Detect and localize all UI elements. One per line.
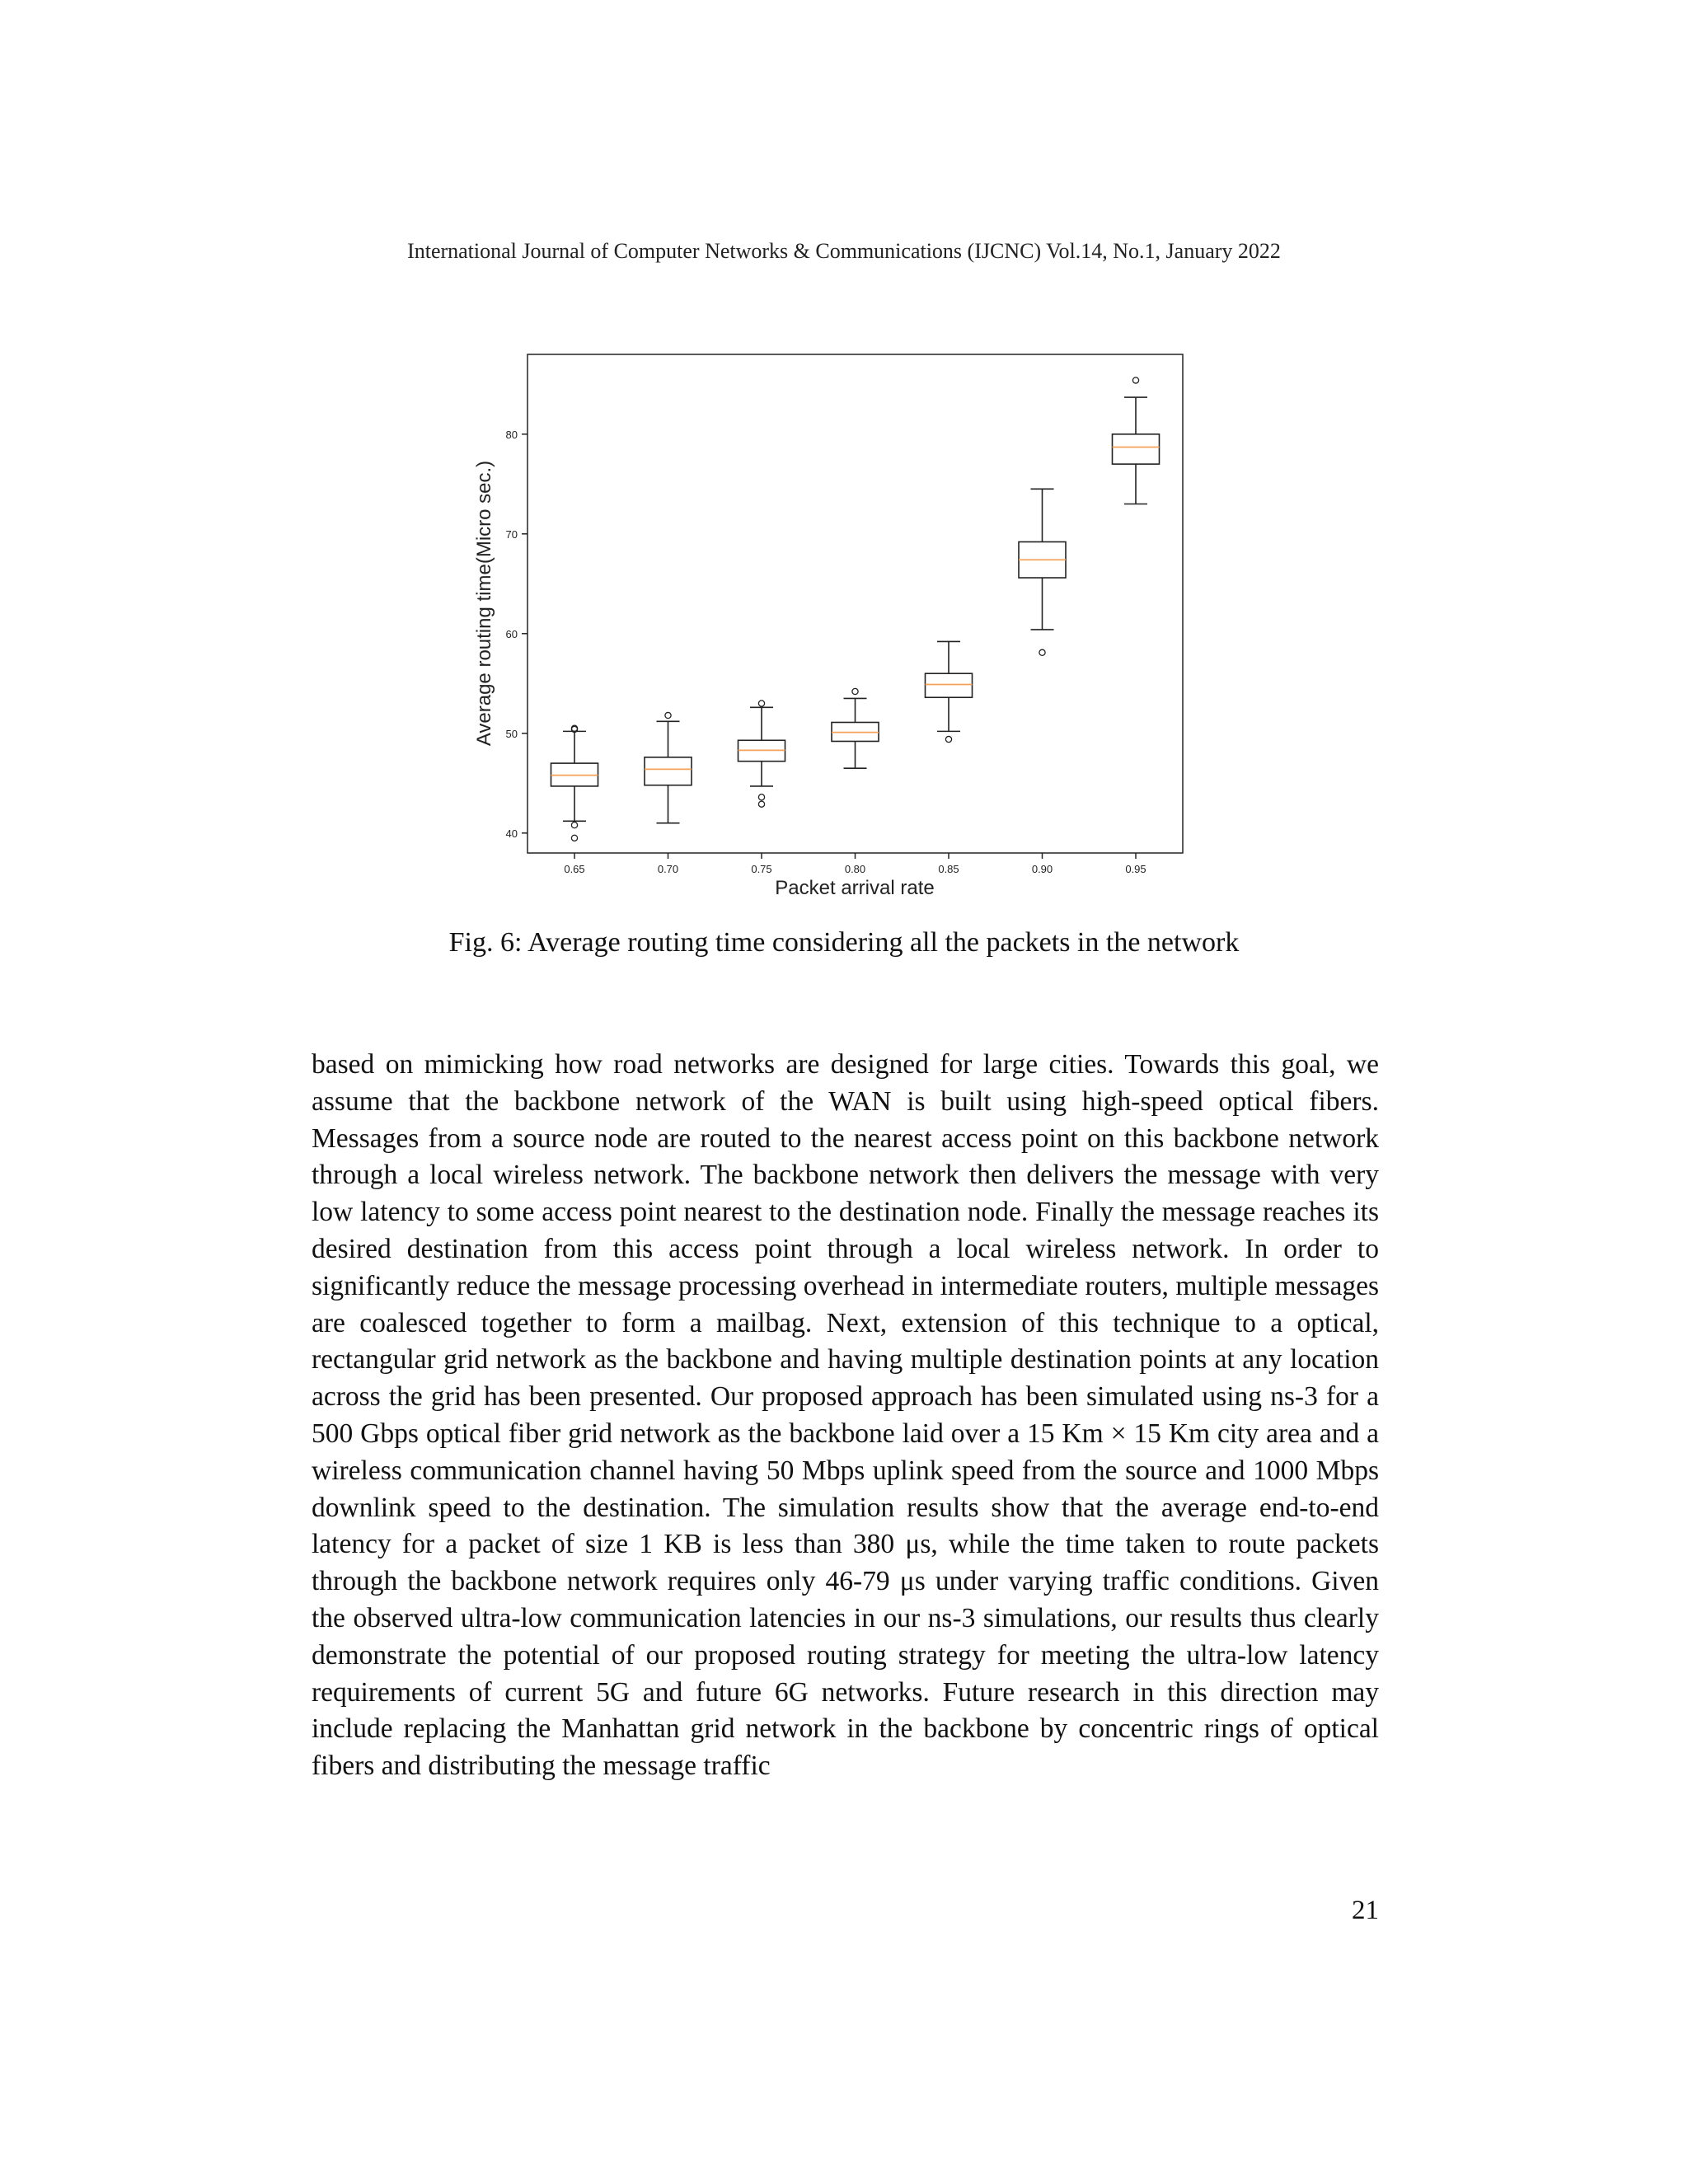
box-0.95 [1113,377,1160,504]
y-axis-ticks [506,429,528,840]
outlier-point [665,712,671,718]
box-0.75 [738,701,785,807]
boxplot-chart [462,346,1203,907]
box-0.65 [551,725,598,841]
x-tick-label: 0.75 [751,863,772,875]
outlier-point [571,823,577,828]
outlier-point [945,736,951,742]
outlier-point [1132,377,1138,383]
box-0.80 [832,688,879,768]
x-tick-label: 0.95 [1125,863,1146,875]
x-tick-label: 0.90 [1031,863,1053,875]
outlier-point [1039,649,1045,655]
y-axis-label: Average routing time(Micro sec.) [473,460,495,747]
outlier-point [758,794,764,800]
outlier-point [852,688,858,694]
outlier-point [758,801,764,807]
x-axis-ticks [564,853,1146,875]
iqr-box [645,757,692,785]
figure [462,346,1203,907]
box-0.70 [645,712,692,823]
x-tick-label: 0.85 [938,863,959,875]
box-0.90 [1019,489,1066,655]
x-tick-label: 0.65 [564,863,585,875]
running-header: International Journal of Computer Networks & Communications (IJCNC) Vol.14, No.1, January 2022 [407,239,1281,263]
x-axis-label: Packet arrival rate [775,877,935,899]
outlier-point [571,835,577,841]
y-tick-label: 80 [505,428,518,441]
outlier-point [758,701,764,706]
y-tick-label: 70 [505,527,518,541]
body-paragraph: based on mimicking how road networks are designed for large cities. Towards this goal, we assume that the backbone network of the WAN is built using high-speed optical fibers. Messages from a source node are routed to the nearest access point on this backbone network through a local wireless network. The backbone network then delivers the message with very low latency to some access point nearest to the destination node. Finally the message reaches its desired destination from this access point through a local wireless network. In order to significantly reduce the message processing overhead in intermediate routers, multiple messages are coalesced together to form a mailbag. Next, extension of this technique to a optical, rectangular grid network as the backbone and having multiple destination points at any location across the grid has been presented. Our proposed approach has been simulated using ns-3 for a 500 Gbps optical fiber grid network as the backbone laid over a 15 Km × 15 Km city area and a wireless communication channel having 50 Mbps uplink speed from the source and 1000 Mbps downlink speed to the destination. The simulation results show that the average end-to-end latency for a packet of size 1 KB is less than 380 μs, while the time taken to route packets through the backbone network requires only 46-79 μs under varying traffic conditions. Given the observed ultra-low communication latencies in our ns-3 simulations, our results thus clearly demonstrate the potential of our proposed routing strategy for meeting the ultra-low latency requirements of current 5G and future 6G networks. Future research in this direction may include replacing the Manhattan grid network in the backbone by concentric rings of optical fibers and distributing the message traffic [312,1049,1379,1782]
box-series [551,377,1160,841]
y-tick-label: 50 [505,727,518,740]
x-tick-label: 0.80 [844,863,866,875]
x-tick-label: 0.70 [657,863,679,875]
y-tick-label: 60 [505,627,518,640]
iqr-box [926,673,973,697]
figure-caption: Fig. 6: Average routing time considering all the packets in the network [448,927,1240,958]
iqr-box [1113,434,1160,464]
y-tick-label: 40 [505,827,518,840]
page-number: 21 [1352,1896,1379,1925]
plot-frame [528,354,1183,853]
box-0.85 [926,641,973,742]
